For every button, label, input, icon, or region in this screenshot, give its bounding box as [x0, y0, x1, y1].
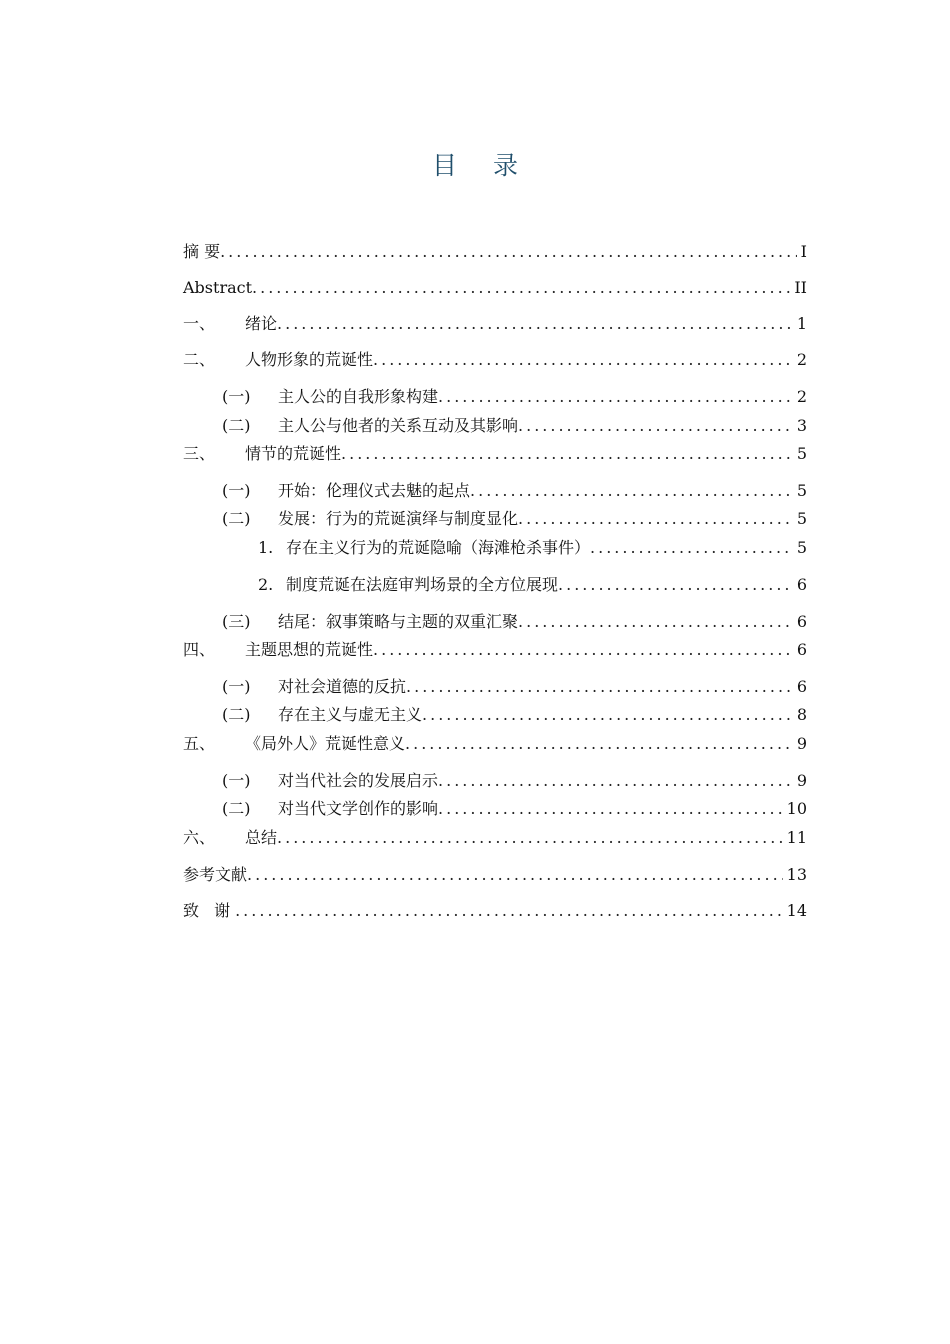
toc-label: Abstract: [183, 278, 253, 297]
toc-page: 1: [796, 314, 807, 333]
toc-label: 摘 要: [183, 242, 221, 261]
leader-dots: [406, 677, 793, 697]
toc-entry[interactable]: [222, 705, 807, 725]
toc-number: 2.: [258, 575, 274, 594]
toc-page: 5: [796, 538, 807, 557]
toc-number: (二): [222, 705, 251, 724]
leader-dots: [558, 575, 793, 595]
toc-page: 13: [786, 865, 807, 884]
toc-number: (一): [222, 677, 251, 696]
toc-number: 五、: [183, 734, 216, 753]
toc-label: 绪论: [245, 314, 278, 333]
toc-label: 对当代文学创作的影响: [278, 799, 439, 818]
toc-entry[interactable]: [222, 416, 807, 436]
toc-label: 结尾：叙事策略与主题的双重汇聚: [278, 612, 519, 631]
toc-page: II: [794, 278, 807, 297]
toc-label: 对社会道德的反抗: [278, 677, 407, 696]
toc-page: 6: [796, 640, 807, 659]
leader-dots: [422, 705, 793, 725]
toc-number: 一、: [183, 314, 216, 333]
toc-entry[interactable]: [222, 509, 807, 529]
toc-number: 四、: [183, 640, 216, 659]
toc-page: 6: [796, 612, 807, 631]
toc-label: 主人公的自我形象构建: [278, 387, 439, 406]
toc-entry[interactable]: [222, 481, 807, 501]
toc-entry[interactable]: [222, 771, 807, 791]
toc-page: 2: [796, 350, 807, 369]
toc-page: 2: [796, 387, 807, 406]
toc-entry[interactable]: [183, 314, 807, 334]
leader-dots: [277, 828, 783, 848]
toc-label: 发展：行为的荒诞演绎与制度显化: [278, 509, 519, 528]
toc-label: 存在主义行为的荒诞隐喻（海滩枪杀事件）: [286, 538, 591, 557]
toc-page: 11: [786, 828, 807, 847]
leader-dots: [373, 350, 793, 370]
toc-label: 总结: [245, 828, 278, 847]
toc-label: 主题思想的荒诞性: [245, 640, 374, 659]
leader-dots: [220, 242, 797, 262]
toc-number: (一): [222, 771, 251, 790]
leader-dots: [590, 538, 793, 558]
toc-label: 主人公与他者的关系互动及其影响: [278, 416, 519, 435]
toc-entry[interactable]: [222, 677, 807, 697]
toc-entry-abstract-en[interactable]: [183, 278, 807, 298]
toc-number: (二): [222, 799, 251, 818]
toc-entry[interactable]: [222, 612, 807, 632]
toc-page: 6: [796, 677, 807, 696]
toc-label: 对当代社会的发展启示: [278, 771, 439, 790]
toc-label: 《局外人》荒诞性意义: [245, 734, 406, 753]
toc-number: (二): [222, 416, 251, 435]
toc-entry[interactable]: [258, 538, 807, 558]
leader-dots: [438, 771, 793, 791]
toc-number: 三、: [183, 444, 216, 463]
leader-dots: [277, 314, 793, 334]
toc-entry[interactable]: [222, 387, 807, 407]
toc-page: 5: [796, 444, 807, 463]
toc-label: 参考文献: [183, 865, 248, 884]
toc-number: (三): [222, 612, 251, 631]
toc-label: 致 谢: [183, 901, 236, 920]
toc-label: 制度荒诞在法庭审判场景的全方位展现: [286, 575, 559, 594]
toc-label: 人物形象的荒诞性: [245, 350, 374, 369]
toc-entry[interactable]: [183, 828, 807, 848]
leader-dots: [247, 865, 783, 885]
toc-page: 5: [796, 481, 807, 500]
toc-page: 8: [796, 705, 807, 724]
leader-dots: [341, 444, 793, 464]
toc-label: 开始：伦理仪式去魅的起点: [278, 481, 471, 500]
toc-entry-acknowledgements[interactable]: [183, 901, 807, 921]
toc-label: 情节的荒诞性: [245, 444, 342, 463]
leader-dots: [235, 901, 783, 921]
toc-entry-references[interactable]: [183, 865, 807, 885]
leader-dots: [518, 416, 793, 436]
toc-number: 六、: [183, 828, 216, 847]
toc-entry[interactable]: [183, 640, 807, 660]
toc-page: 9: [796, 734, 807, 753]
toc-page: 14: [786, 901, 807, 920]
leader-dots: [518, 612, 793, 632]
toc-label: 存在主义与虚无主义: [278, 705, 423, 724]
toc-number: (一): [222, 481, 251, 500]
leader-dots: [373, 640, 793, 660]
leader-dots: [405, 734, 793, 754]
toc-page: 9: [796, 771, 807, 790]
leader-dots: [252, 278, 790, 298]
toc-number: (二): [222, 509, 251, 528]
toc-page: 5: [796, 509, 807, 528]
leader-dots: [438, 387, 793, 407]
leader-dots: [518, 509, 793, 529]
toc-page: 6: [796, 575, 807, 594]
toc-entry[interactable]: [183, 734, 807, 754]
toc-entry[interactable]: [258, 575, 807, 595]
leader-dots: [470, 481, 793, 501]
toc-entry[interactable]: [222, 799, 807, 819]
toc-page: 10: [786, 799, 807, 818]
toc-entry[interactable]: [183, 350, 807, 370]
toc-number: (一): [222, 387, 251, 406]
toc-number: 二、: [183, 350, 216, 369]
page-title: 目 录: [432, 151, 532, 180]
toc-entry-abstract-cn[interactable]: [183, 242, 807, 262]
leader-dots: [438, 799, 783, 819]
toc-page: I: [800, 242, 807, 261]
toc-entry[interactable]: [183, 444, 807, 464]
toc-page: 3: [796, 416, 807, 435]
toc-number: 1.: [258, 538, 274, 557]
